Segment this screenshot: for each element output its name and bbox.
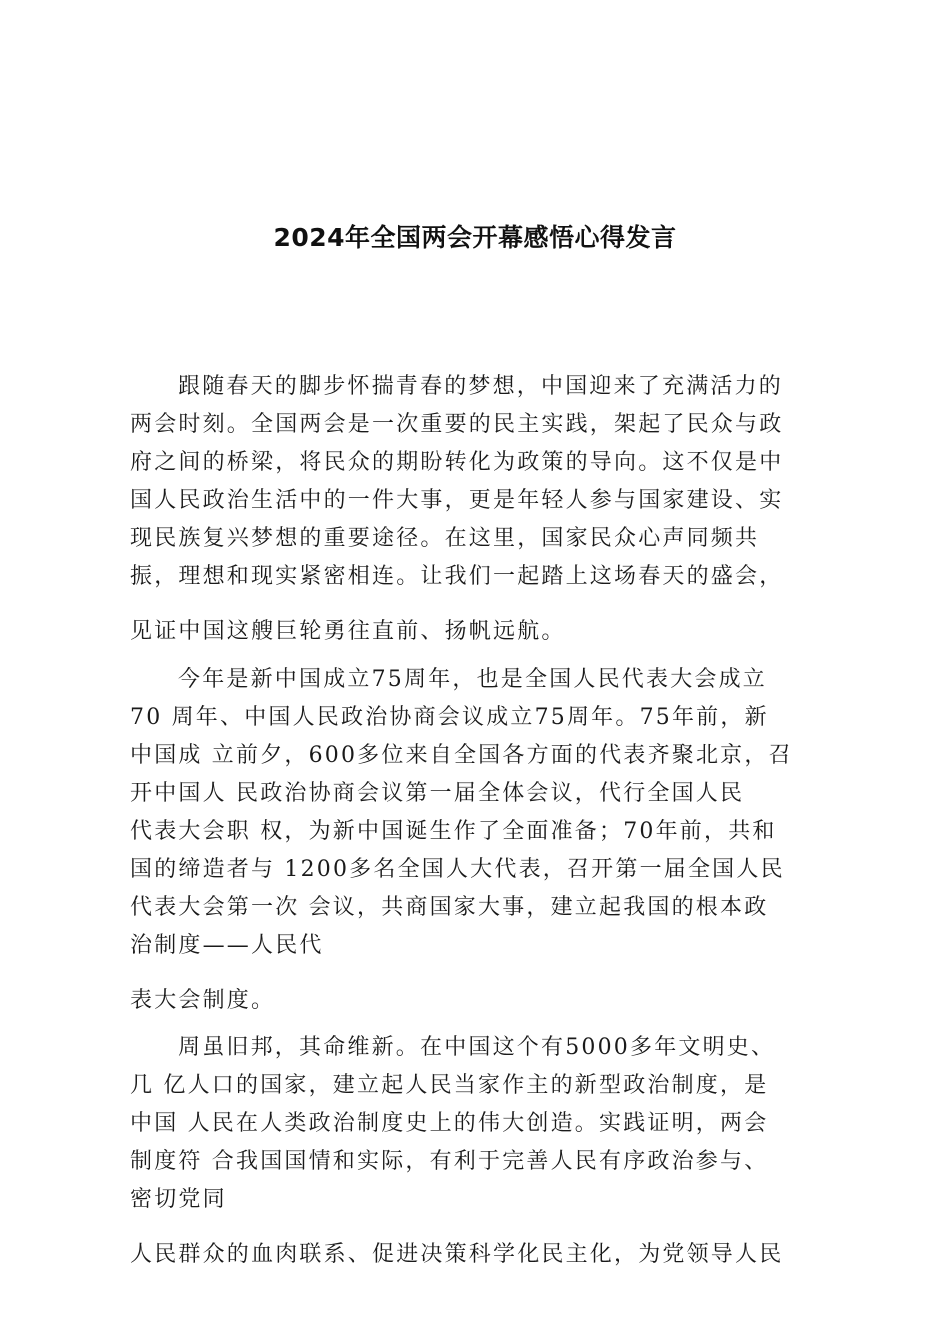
paragraph-line: 表大会制度。	[130, 988, 276, 1013]
paragraph-line: 现民族复兴梦想的重要途径。在这里，国家民众心声同频共	[130, 526, 760, 551]
paragraph-line: 制度符 合我国国情和实际，有利于完善人民有序政治参与、	[130, 1149, 769, 1174]
paragraph-line: 府之间的桥梁，将民众的期盼转化为政策的导向。这不仅是中	[130, 450, 784, 475]
paragraph-line: 中国成 立前夕，600多位来自全国各方面的代表齐聚北京，召	[130, 743, 793, 768]
paragraph-line: 人民群众的血肉联系、促进决策科学化民主化，为党领导人民	[130, 1242, 784, 1267]
paragraph-line: 开中国人 民政治协商会议第一届全体会议，代行全国人民	[130, 781, 745, 806]
paragraph-line: 代表大会第一次 会议，共商国家大事，建立起我国的根本政	[130, 895, 769, 920]
paragraph-line: 见证中国这艘巨轮勇往直前、扬帆远航。	[130, 619, 566, 644]
paragraph-line: 周虽旧邦，其命维新。在中国这个有5000多年文明史、	[178, 1035, 776, 1060]
paragraph-line: 治制度——人民代	[130, 933, 324, 958]
paragraph-line: 代表大会职 权，为新中国诞生作了全面准备；70年前，共和	[130, 819, 777, 844]
paragraph-line: 国人民政治生活中的一件大事，更是年轻人参与国家建设、实	[130, 488, 784, 513]
paragraph-line: 国的缔造者与 1200多名全国人大代表，召开第一届全国人民	[130, 857, 785, 882]
paragraph-line: 几 亿人口的国家，建立起人民当家作主的新型政治制度，是	[130, 1073, 769, 1098]
paragraph-line: 两会时刻。全国两会是一次重要的民主实践，架起了民众与政	[130, 412, 784, 437]
paragraph-line: 中国 人民在人类政治制度史上的伟大创造。实践证明，两会	[130, 1111, 769, 1136]
paragraph-line: 70 周年、中国人民政治协商会议成立75周年。75年前，新	[130, 705, 769, 730]
paragraph-line: 振，理想和现实紧密相连。让我们一起踏上这场春天的盛会，	[130, 564, 784, 589]
paragraph-line: 今年是新中国成立75周年，也是全国人民代表大会成立	[178, 667, 767, 692]
paragraph-line: 密切党同	[130, 1187, 227, 1212]
document-title: 2024年全国两会开幕感悟心得发言	[273, 223, 677, 252]
paragraph-line: 跟随春天的脚步怀揣青春的梦想，中国迎来了充满活力的	[178, 374, 784, 399]
